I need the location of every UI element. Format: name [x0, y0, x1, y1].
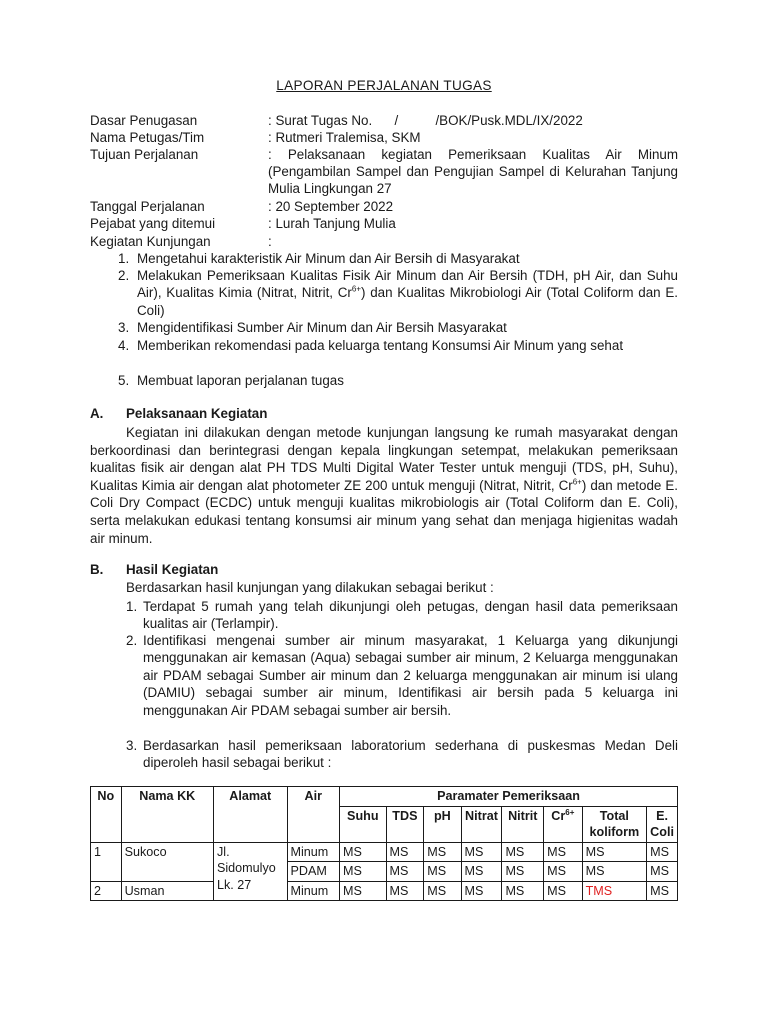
list-number: 4. — [118, 338, 130, 353]
header-parameter-group: Paramater Pemeriksaan — [340, 787, 678, 807]
list-text: Memberikan rekomendasi pada keluarga tentang Konsumsi Air Minum yang sehat — [137, 338, 624, 353]
list-text: Berdasarkan hasil pemeriksaan laboratorium sederhana di puskesmas Medan Deli diperoleh hasil sebagai berikut : — [143, 738, 678, 771]
table-row — [91, 881, 678, 901]
cell-value: MS — [647, 881, 678, 901]
cell-air: PDAM — [287, 862, 340, 882]
field-label: Kegiatan Kunjungan — [90, 234, 211, 249]
list-text: Mengetahui karakteristik Air Minum dan Air Bersih di Masyarakat — [137, 251, 520, 266]
cell-value: MS — [461, 881, 502, 901]
cell-value: MS — [647, 842, 678, 862]
header-nitrat: Nitrat — [461, 806, 502, 842]
section-title: Pelaksanaan Kegiatan — [126, 406, 268, 421]
section-letter: A. — [90, 406, 104, 421]
field-value: : 20 September 2022 — [268, 199, 394, 214]
cell-value: MS — [340, 862, 387, 882]
list-text: Melakukan Pemeriksaan Kualitas Fisik Air Minum dan Air Bersih (TDH, pH Air, dan Suhu Air), Kualitas Kimia (Nitrat, Nitrit, $Cr^{6+}$) dan Kualitas Mikrobiologi Air (Total Coliform dan E. Coli) — [137, 268, 678, 318]
field-value: : Pelaksanaan kegiatan Pemeriksaan Kualitas Air Minum (Pengambilan Sampel dan Pengujian Sampel di Kelurahan Tanjung Mulia Lingkungan 27 — [268, 147, 678, 197]
list-number: 3. — [118, 320, 130, 335]
field-label: Tanggal Perjalanan — [90, 199, 205, 214]
cell-value: MS — [461, 862, 502, 882]
cell-value: MS — [424, 862, 461, 882]
cell-value: MS — [502, 842, 544, 862]
cell-value: MS — [340, 842, 387, 862]
header-cr: $Cr^{6+}$ — [544, 806, 582, 842]
section-title: Hasil Kegiatan — [126, 562, 219, 577]
cell-no: 1 — [91, 842, 122, 881]
list-text: Identifikasi mengenai sumber air minum masyarakat, 1 Keluarga yang dikunjungi menggunakan air kemasan (Aqua) sebagai sumber air minum, 2 Keluarga menggunakan air PDAM sebagai Sumber air minum dan 2 keluarga menggunakan air minum isi ulang (DAMIU) sebagai sumber air minum, Identifikasi air bersih pada 5 keluarga ini menggunakan Air PDAM sebagai sumber air bersih. — [143, 633, 678, 718]
cell-no: 2 — [91, 881, 122, 901]
header-nitrit: Nitrit — [502, 806, 544, 842]
field-label: Nama Petugas/Tim — [90, 130, 205, 145]
list-text: Mengidentifikasi Sumber Air Minum dan Air Bersih Masyarakat — [137, 320, 507, 335]
header-suhu: Suhu — [340, 806, 387, 842]
cell-value: MS — [461, 842, 502, 862]
field-label: Tujuan Perjalanan — [90, 147, 199, 162]
cell-value: MS — [424, 881, 461, 901]
results-table — [90, 786, 678, 901]
cell-value: MS — [386, 881, 424, 901]
cell-value: MS — [386, 842, 424, 862]
field-value: : Surat Tugas No. / /BOK/Pusk.MDL/IX/2022 — [268, 113, 583, 128]
list-number: 2. — [118, 268, 130, 283]
report-title: LAPORAN PERJALANAN TUGAS — [276, 78, 492, 93]
field-label: Dasar Penugasan — [90, 113, 198, 128]
cell-value: MS — [386, 862, 424, 882]
cell-value: MS — [502, 881, 544, 901]
field-value: : — [268, 234, 272, 249]
field-value: : Rutmeri Tralemisa, SKM — [268, 130, 421, 145]
cell-air: Minum — [287, 842, 340, 862]
header-nama: Nama KK — [121, 787, 213, 843]
list-number: 3. — [126, 738, 138, 753]
table-header-row — [91, 787, 678, 807]
field-label: Pejabat yang ditemui — [90, 216, 216, 231]
header-tds: TDS — [386, 806, 424, 842]
cell-value: MS — [544, 881, 582, 901]
list-text: Terdapat 5 rumah yang telah dikunjungi oleh petugas, dengan hasil data pemeriksaan kualitas air (Terlampir). — [143, 599, 678, 632]
cell-value: MS — [647, 862, 678, 882]
cell-air: Minum — [287, 881, 340, 901]
header-total-koliform: Total koliform — [582, 806, 647, 842]
list-number: 2. — [126, 633, 138, 648]
cell-value: MS — [340, 881, 387, 901]
list-number: 5. — [118, 373, 130, 388]
cell-nama: Sukoco — [121, 842, 213, 881]
section-b-intro: Berdasarkan hasil kunjungan yang dilakukan sebagai berikut : — [126, 580, 494, 595]
section-letter: B. — [90, 562, 104, 577]
cell-value: MS — [582, 842, 647, 862]
cell-value: MS — [582, 862, 647, 882]
table-row — [91, 842, 678, 862]
list-number: 1. — [118, 251, 130, 266]
header-air: Air — [287, 787, 340, 843]
section-a-paragraph: Kegiatan ini dilakukan dengan metode kunjungan langsung ke rumah masyarakat dengan berkoordinasi dan berintegrasi dengan kepala lingkungan setempat, melakukan pemeriksaan kualitas fisik air dengan alat PH TDS Multi Digital Water Tester untuk menguji (TDS, pH, Suhu), Kualitas Kimia air dengan alat photometer ZE 200 untuk menguji (Nitrat, Nitrit, $Cr^{6+}$) dan metode E. Coli Dry Compact (ECDC) untuk menguji kualitas mikrobiologis air (Total Coliform dan E. Coli), serta melakukan edukasi tentang konsumsi air minum yang sehat dan menjaga higienitas wadah air minum. — [90, 425, 678, 546]
header-ph: pH — [424, 806, 461, 842]
list-number: 1. — [126, 599, 138, 614]
list-text: Membuat laporan perjalanan tugas — [137, 373, 344, 388]
cell-value: MS — [502, 862, 544, 882]
header-alamat: Alamat — [213, 787, 287, 843]
cell-value: MS — [424, 842, 461, 862]
header-e-coli: E. Coli — [647, 806, 678, 842]
header-no: No — [91, 787, 122, 843]
cell-value-flagged: TMS — [582, 881, 647, 901]
field-value: : Lurah Tanjung Mulia — [268, 216, 396, 231]
cell-value: MS — [544, 842, 582, 862]
cell-value: MS — [544, 862, 582, 882]
cell-nama: Usman — [121, 881, 213, 901]
cell-alamat: Jl. Sidomulyo Lk. 27 — [213, 842, 287, 901]
